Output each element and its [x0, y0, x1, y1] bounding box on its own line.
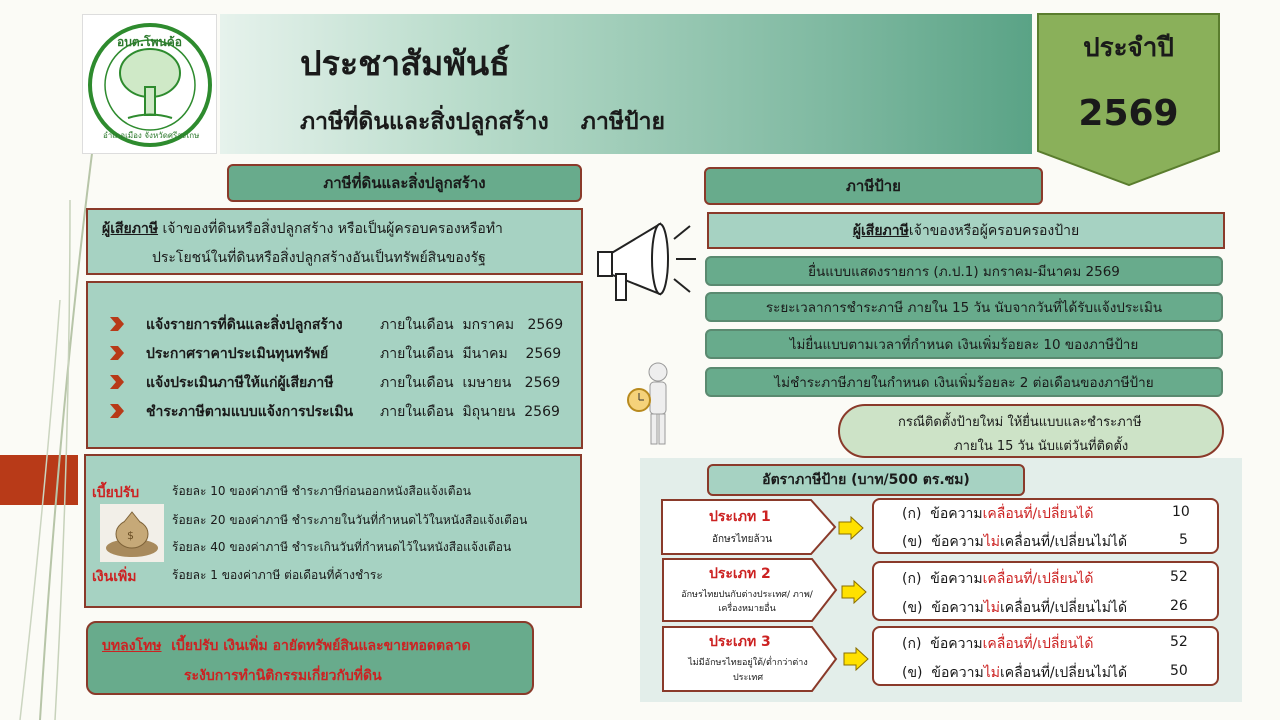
logo-text-top: อบต.โพนค้อ [117, 35, 182, 49]
megaphone-icon [590, 214, 700, 314]
sign-tax-header: ภาษีป้าย [704, 167, 1043, 205]
penalty-box [86, 621, 534, 695]
schedule-when-3: ภายในเดือน เมษายน 2569 [380, 375, 561, 391]
sign-item-1: ยื่นแบบแสดงรายการ (ภ.ป.1) มกราคม-มีนาคม 2569 [705, 256, 1223, 286]
payer-line2: ประโยชน์ในที่ดินหรือสิ่งปลูกสร้างอันเป็นทรัพย์สินของรัฐ [152, 250, 486, 266]
type-1-b-value: 5 [1179, 532, 1188, 548]
arrow-right-icon [108, 315, 126, 333]
schedule-task-3: แจ้งประเมินภาษีให้แก่ผู้เสียภาษี [146, 375, 334, 391]
land-tax-payer-box [86, 208, 583, 275]
sign-item-3: ไม่ยื่นแบบตามเวลาที่กำหนด เงินเพิ่มร้อยละ 10 ของภาษีป้าย [705, 329, 1223, 359]
surcharge-item: ร้อยละ 1 ของค่าภาษี ต่อเดือนที่ค้างชำระ [172, 568, 383, 582]
type-3-name: ประเภท 3 [709, 634, 771, 650]
land-tax-header: ภาษีที่ดินและสิ่งปลูกสร้าง [227, 164, 582, 202]
svg-text:$: $ [127, 529, 134, 542]
type-3-b-value: 50 [1170, 663, 1188, 679]
type-3-a-value: 52 [1170, 634, 1188, 650]
type-3-rates: (ก) ข้อความเคลื่อนที่/เปลี่ยนได้ 52 (ข) ข้อความไม่เคลื่อนที่/เปลี่ยนไม่ได้ 50 [872, 626, 1219, 686]
type-1-desc: อักษรไทยล้วน [712, 534, 773, 545]
logo [82, 14, 217, 154]
surcharge-label: เงินเพิ่ม [92, 569, 137, 585]
type-3-desc: ไม่มีอักษรไทยอยู่ใต้/ต่ำกว่าต่างประเทศ [688, 658, 808, 683]
new-sign-note [838, 404, 1224, 458]
schedule-when-1: ภายในเดือน มกราคม 2569 [380, 317, 564, 333]
fine-item-1: ร้อยละ 10 ของค่าภาษี ชำระภาษีก่อนออกหนังสือแจ้งเตือน [172, 484, 471, 498]
logo-text-bottom: อำเภอเมือง จังหวัดศรีสะเกษ [103, 131, 200, 140]
type-2-a-value: 52 [1170, 569, 1188, 585]
penalty-label: บทลงโทษ [102, 638, 162, 654]
fine-item-3: ร้อยละ 40 ของค่าภาษี ชำระเกินวันที่กำหนดไว้ในหนังสือแจ้งเตือน [172, 540, 512, 554]
year-badge [1037, 13, 1220, 186]
penalty-line1: เบี้ยปรับ เงินเพิ่ม อายัดทรัพย์สินและขายทอดตลาด [161, 638, 471, 654]
fine-item-2: ร้อยละ 20 ของค่าภาษี ชำระภายในวันที่กำหนดไว้ในหนังสือแจ้งเตือน [172, 513, 528, 527]
new-sign-line1: กรณีติดตั้งป้ายใหม่ ให้ยื่นแบบและชำระภาษี [898, 415, 1142, 430]
money-bag-image [100, 504, 164, 562]
yellow-arrow-icon [838, 516, 864, 540]
year-value: 2569 [1078, 93, 1179, 134]
schedule-when-2: ภายในเดือน มีนาคม 2569 [380, 346, 562, 362]
year-label: ประจำปี [1083, 33, 1174, 63]
sign-tax-payer-box [707, 212, 1225, 249]
person-with-clock-icon [624, 360, 684, 450]
arrow-right-icon [108, 402, 126, 420]
yellow-arrow-icon [843, 647, 869, 671]
payer-label: ผู้เสียภาษี [102, 221, 159, 237]
fine-label: เบี้ยปรับ [92, 485, 140, 501]
type-1-name: ประเภท 1 [709, 509, 771, 525]
schedule-task-4: ชำระภาษีตามแบบแจ้งการประเมิน [146, 404, 354, 420]
type-2-desc: อักษรไทยปนกับต่างประเทศ/ ภาพ/เครื่องหมายอื่น [681, 590, 813, 614]
schedule-task-2: ประกาศราคาประเมินทุนทรัพย์ [146, 346, 329, 362]
sign-payer-text: เจ้าของหรือผู้ครอบครองป้าย [908, 222, 1080, 239]
yellow-arrow-icon [841, 580, 867, 604]
rates-header: อัตราภาษีป้าย (บาท/500 ตร.ซม) [707, 464, 1025, 496]
type-2-b-value: 26 [1170, 598, 1188, 614]
payer-line1: เจ้าของที่ดินหรือสิ่งปลูกสร้าง หรือเป็นผู้ครอบครองหรือทำ [158, 221, 503, 237]
schedule-task-1: แจ้งรายการที่ดินและสิ่งปลูกสร้าง [146, 317, 343, 333]
arrow-right-icon [108, 344, 126, 362]
type-1-a-value: 10 [1172, 504, 1190, 520]
title-banner [220, 14, 1032, 154]
sign-item-4: ไม่ชำระภาษีภายในกำหนด เงินเพิ่มร้อยละ 2 ต่อเดือนของภาษีป้าย [705, 367, 1223, 397]
page-title: ประชาสัมพันธ์ [300, 44, 510, 84]
schedule-when-4: ภายในเดือน มิถุนายน 2569 [380, 404, 560, 420]
penalty-line2: ระงับการทำนิติกรรมเกี่ยวกับที่ดิน [184, 668, 382, 684]
arrow-right-icon [108, 373, 126, 391]
new-sign-line2: ภายใน 15 วัน นับแต่วันที่ติดตั้ง [954, 439, 1129, 454]
fines-box [84, 454, 582, 608]
type-2-rates: (ก) ข้อความเคลื่อนที่/เปลี่ยนได้ 52 (ข) ข้อความไม่เคลื่อนที่/เปลี่ยนไม่ได้ 26 [872, 561, 1219, 621]
page-subtitle: ภาษีที่ดินและสิ่งปลูกสร้าง ภาษีป้าย [300, 109, 666, 135]
type-1-rates: (ก) ข้อความเคลื่อนที่/เปลี่ยนได้ 10 (ข) ข้อความไม่เคลื่อนที่/เปลี่ยนไม่ได้ 5 [872, 498, 1219, 554]
sign-payer-label: ผู้เสียภาษี [852, 222, 909, 239]
type-2-name: ประเภท 2 [709, 566, 771, 582]
land-tax-schedule-box [86, 281, 583, 449]
sign-item-2: ระยะเวลาการชำระภาษี ภายใน 15 วัน นับจากวันที่ได้รับแจ้งประเมิน [705, 292, 1223, 322]
